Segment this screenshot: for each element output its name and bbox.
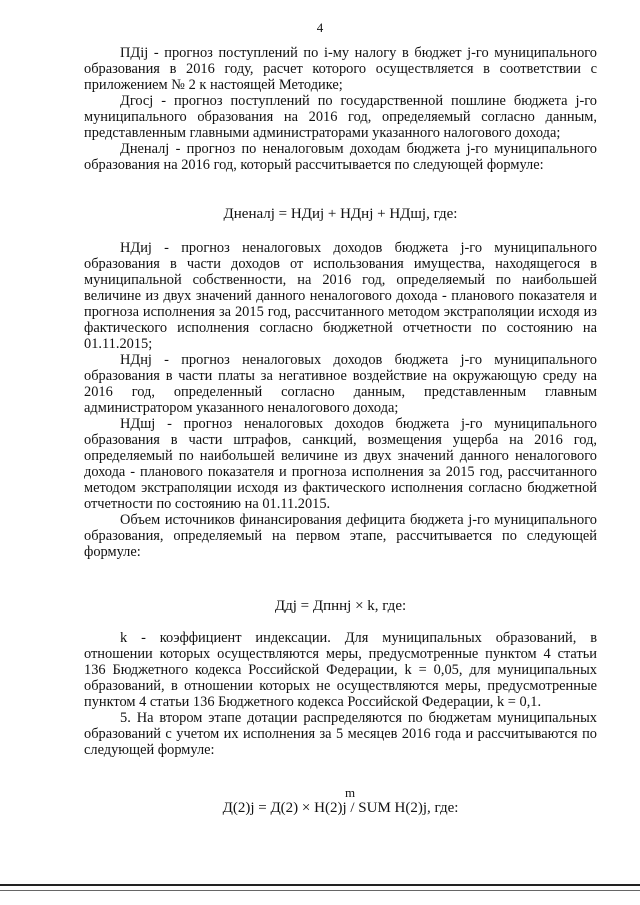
paragraph-ndi: НДиj - прогноз неналоговых доходов бюджета j-го муниципального образования в части доходов от использования имущества, находящегося в муниципальной собственности, на 2016 год, определяемый по наибольшей величине из двух значений данного неналогового дохода - планового показателя и прогноза исполнения за 2015 год, рассчитанного методом экстраполяции исходя из фактического исполнения согласно бюджетной отчетности по состоянию на 01.11.2015;	[84, 240, 597, 352]
formula-dd: Ддj = Дпннj × k, где:	[274, 598, 407, 614]
paragraph-ndsh: НДшj - прогноз неналоговых доходов бюджета j-го муниципального образования в части штрафов, санкций, возмещения ущерба на 2016 год, определяемый по наибольшей величине из двух значений данного неналогового дохода - планового показателя и прогноза исполнения за 2015 год, рассчитанного методом экстраполяции исходя из фактического исполнения согласно бюджетной отчетности по состоянию на 01.11.2015.	[84, 416, 597, 512]
paragraph-dgos: Дгосj - прогноз поступлений по государственной пошлине бюджета j-го муниципального образования на 2016 год, определяемый согласно данным, представленным главными администраторами указанного налогового дохода;	[84, 93, 597, 141]
body-block-1	[84, 45, 597, 173]
formula-d2: Д(2)j = Д(2) × Н(2)j / SUM Н(2)j, где:	[222, 800, 459, 816]
paragraph-deficit: Объем источников финансирования дефицита бюджета j-го муниципального образования, определяемый на первом этапе, рассчитывается по следующей формуле:	[84, 512, 597, 560]
paragraph-ndn: НДнj - прогноз неналоговых доходов бюджета j-го муниципального образования в части платы за негативное воздействие на окружающую среду на 2016 год, определенный согласно данным, представленным главным администратором указанного неналогового дохода;	[84, 352, 597, 416]
paragraph-stage2: 5. На втором этапе дотации распределяются по бюджетам муниципальных образований с учетом их исполнения за 5 месяцев 2016 года и рассчитываются по следующей формуле:	[84, 710, 597, 758]
paragraph-dnenal: Дненалj - прогноз по неналоговым доходам бюджета j-го муниципального образования на 2016 год, который рассчитывается по следующей формуле:	[84, 141, 597, 173]
formula-sum-upper-limit: m	[344, 785, 356, 800]
body-block-2	[84, 240, 597, 560]
paragraph-pd: ПДij - прогноз поступлений по i-му налогу в бюджет j-го муниципального образования в 2016 году, расчет которого осуществляется в соответствии с приложением № 2 к настоящей Методике;	[84, 45, 597, 93]
formula-dnenal: Дненалj = НДиj + НДнj + НДшj, где:	[223, 206, 458, 222]
paragraph-k: k - коэффициент индексации. Для муниципальных образований, в отношении которых осуществляются меры, предусмотренные пунктом 4 статьи 136 Бюджетного кодекса Российской Федерации, k = 0,05, для муниципальных образований, в отношении которых не осуществляются меры, предусмотренные пунктом 4 статьи 136 Бюджетного кодекса Российской Федерации, k = 0,1.	[84, 630, 597, 710]
body-block-3	[84, 630, 597, 758]
bottom-rule	[0, 884, 640, 886]
page-number: 4	[316, 20, 324, 35]
bottom-rule-thin	[0, 890, 640, 891]
